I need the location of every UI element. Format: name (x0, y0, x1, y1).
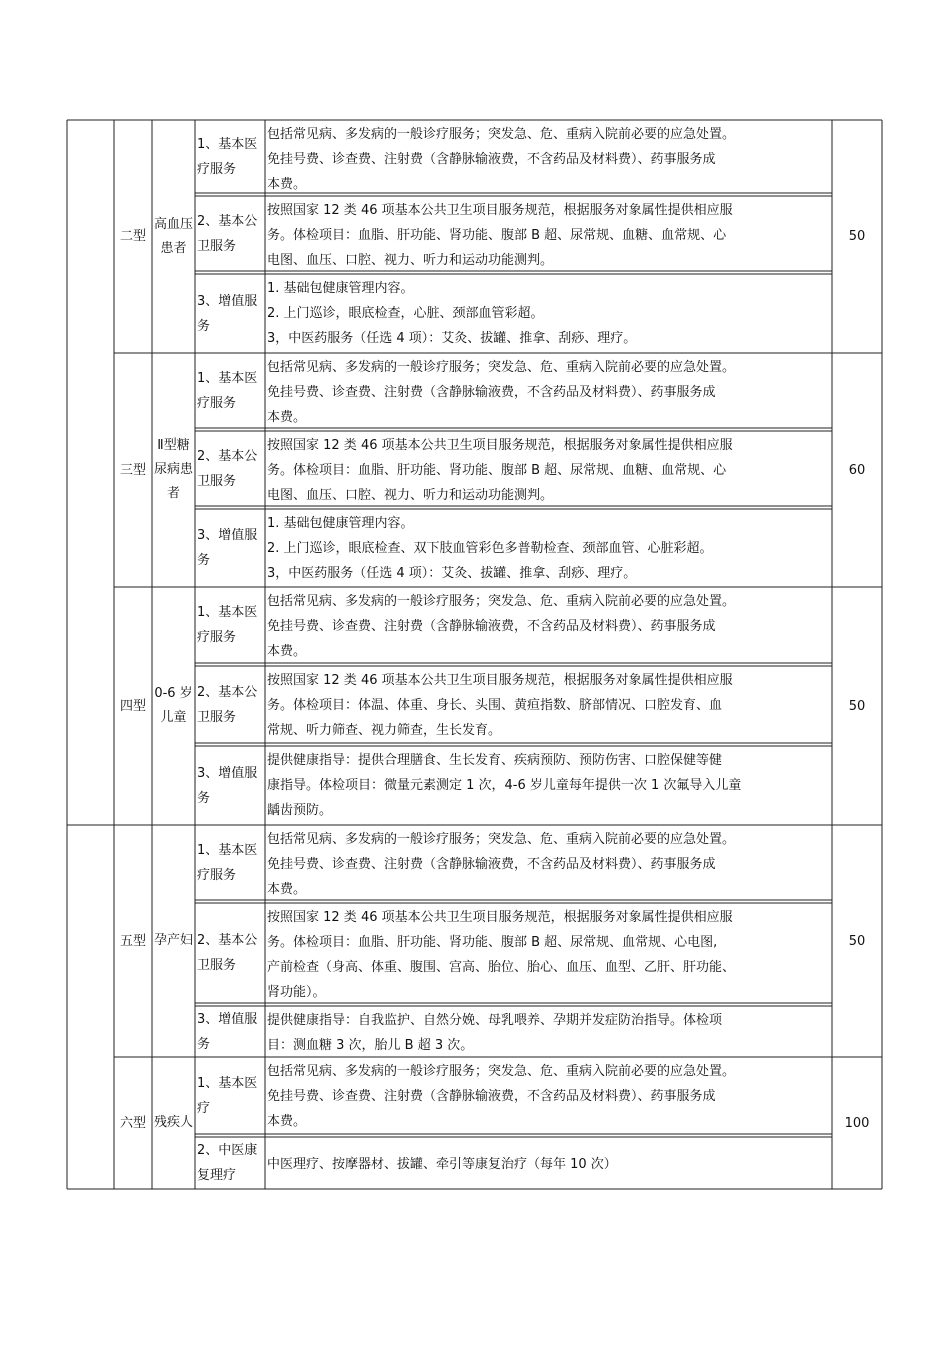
service-name-cell (197, 509, 263, 587)
service-description-line: 按照国家 12 类 46 项基本公共卫生项目服务规范，根据服务对象属性提供相应服 (267, 438, 733, 453)
service-description-cell (267, 355, 830, 428)
service-description-cell (267, 511, 830, 587)
service-description-line: 中医理疗、按摩器材、拔罐、牵引等康复治疗（每年 10 次） (267, 1156, 617, 1172)
service-description-line: 2. 上门巡诊，眼底检查，心脏、颈部血管彩超。 (267, 306, 544, 321)
service-name-cell (197, 353, 263, 428)
package-type: 四型 (119, 698, 146, 714)
service-description-line: 常规、听力筛查、视力筛查，生长发育。 (267, 723, 502, 738)
service-description-line: 免挂号费、诊查费、注射费（含静脉输液费，不含药品及材料费）、药事服务成 (267, 619, 716, 634)
service-name: 2、基本公卫服务 (197, 448, 258, 489)
service-description-line: 1. 基础包健康管理内容。 (267, 281, 414, 296)
service-name: 3、增值服务 (197, 1011, 258, 1052)
service-description-line: 按照国家 12 类 46 项基本公共卫生项目服务规范，根据服务对象属性提供相应服 (267, 910, 733, 925)
service-description-cell (267, 1059, 830, 1134)
service-name: 3、增值服务 (197, 528, 258, 568)
service-description-line: 本费。 (267, 1114, 307, 1129)
package-price: 50 (848, 229, 866, 244)
price-cell (832, 1057, 882, 1189)
service-name: 3、增值服务 (197, 765, 258, 806)
service-description-line: 务。体检项目：体温、体重、身长、头围、黄疸指数、脐部情况、口腔发育、血 (267, 698, 723, 713)
service-description-line: 提供健康指导：自我监护、自然分娩、母乳喂养、孕期并发症防治指导。体检项 (267, 1013, 723, 1028)
package-price: 50 (848, 933, 866, 949)
target-group: 残疾人 (154, 1115, 194, 1130)
service-name-cell (197, 120, 263, 193)
target-group-cell (154, 1057, 193, 1189)
service-description-cell (267, 122, 830, 193)
service-description-line: 包括常见病、多发病的一般诊疗服务；突发急、危、重病入院前必要的应急处置。 (267, 594, 736, 609)
service-name: 1、基本医疗服务 (197, 370, 258, 411)
service-description-line: 按照国家 12 类 46 项基本公共卫生项目服务规范，根据服务对象属性提供相应服 (267, 203, 733, 218)
service-description-line: 提供健康指导：提供合理膳食、生长发育、疾病预防、预防伤害、口腔保健等健 (267, 753, 723, 768)
service-description-line: 1. 基础包健康管理内容。 (267, 516, 414, 531)
service-name: 2、基本公卫服务 (197, 213, 258, 254)
service-description-line: 包括常见病、多发病的一般诊疗服务；突发急、危、重病入院前必要的应急处置。 (267, 832, 736, 847)
service-description-line: 包括常见病、多发病的一般诊疗服务；突发急、危、重病入院前必要的应急处置。 (267, 127, 736, 142)
service-description-cell (267, 748, 830, 825)
service-description-line: 务。体检项目：血脂、肝功能、肾功能、腹部 B 超、尿常规、血糖、血常规、心 (267, 463, 727, 478)
price-cell (832, 587, 882, 825)
service-description-line: 免挂号费、诊查费、注射费（含静脉输液费，不含药品及材料费）、药事服务成 (267, 385, 716, 400)
service-description-line: 包括常见病、多发病的一般诊疗服务；突发急、危、重病入院前必要的应急处置。 (267, 360, 736, 375)
service-description-cell (267, 589, 830, 663)
service-description-line: 包括常见病、多发病的一般诊疗服务；突发急、危、重病入院前必要的应急处置。 (267, 1064, 736, 1079)
service-description-line: 本费。 (267, 644, 307, 659)
service-name-cell (197, 903, 263, 1003)
service-name-cell (197, 431, 263, 506)
service-description-line: 本费。 (267, 410, 307, 425)
package-type-cell (114, 825, 152, 1057)
service-description-cell (267, 827, 830, 900)
service-description-cell (267, 1008, 830, 1057)
service-name-cell (197, 825, 263, 900)
service-description-line: 康指导。体检项目：微量元素测定 1 次，4-6 岁儿童每年提供一次 1 次氟导入儿童 (267, 778, 742, 793)
service-name-cell (197, 1137, 263, 1189)
target-group-cell (154, 353, 193, 587)
package-type-cell (114, 587, 152, 825)
service-description-line: 免挂号费、诊查费、注射费（含静脉输液费，不含药品及材料费）、药事服务成 (267, 857, 716, 872)
service-name: 3、增值服务 (197, 293, 258, 334)
service-description-line: 务。体检项目：血脂、肝功能、肾功能、腹部 B 超、尿常规、血常规、心电图, (267, 935, 718, 950)
service-name-cell (197, 666, 263, 743)
service-description-line: 免挂号费、诊查费、注射费（含静脉输液费，不含药品及材料费）、药事服务成 (267, 152, 716, 167)
service-name-cell (197, 1006, 263, 1057)
package-type: 六型 (119, 1115, 146, 1131)
service-description-cell (267, 1139, 830, 1189)
service-description-line: 电图、血压、口腔、视力、听力和运动功能测判。 (267, 253, 554, 268)
service-description-line: 肾功能）。 (267, 985, 326, 1000)
service-description-line: 本费。 (267, 882, 307, 897)
price-cell (832, 353, 882, 587)
service-name-cell (197, 1057, 263, 1134)
package-price: 50 (848, 698, 866, 714)
service-description-line: 目：测血糖 3 次，胎儿 B 超 3 次。 (267, 1038, 474, 1053)
service-name: 1、基本医疗服务 (197, 136, 258, 177)
target-group: Ⅱ型糖尿病患者 (154, 438, 194, 501)
service-name: 1、基本医疗 (197, 1075, 258, 1116)
service-name-cell (197, 196, 263, 271)
service-description-line: 龋齿预防。 (267, 803, 333, 818)
price-cell (832, 120, 882, 353)
package-type-cell (114, 353, 152, 587)
service-name-cell (197, 746, 263, 825)
package-price: 60 (848, 462, 866, 478)
target-group-cell (154, 120, 193, 353)
target-group-cell (154, 587, 193, 825)
price-cell (832, 825, 882, 1057)
service-description-line: 电图、血压、口腔、视力、听力和运动功能测判。 (267, 488, 554, 503)
service-description-cell (267, 198, 830, 271)
service-name: 2、基本公卫服务 (197, 933, 258, 973)
service-name: 2、中医康复理疗 (197, 1143, 258, 1183)
package-type-cell (114, 1057, 152, 1189)
service-name-cell (197, 274, 263, 353)
package-type: 五型 (119, 933, 146, 949)
service-description-line: 务。体检项目：血脂、肝功能、肾功能、腹部 B 超、尿常规、血糖、血常规、心 (267, 228, 727, 243)
service-name: 2、基本公卫服务 (197, 684, 258, 725)
service-description-cell (267, 905, 830, 1003)
target-group: 孕产妇 (154, 933, 194, 948)
service-description-line: 按照国家 12 类 46 项基本公共卫生项目服务规范，根据服务对象属性提供相应服 (267, 673, 733, 688)
package-type-cell (114, 120, 152, 353)
service-description-line: 免挂号费、诊查费、注射费（含静脉输液费，不含药品及材料费）、药事服务成 (267, 1089, 716, 1104)
service-description-line: 3，中医药服务（任选 4 项）：艾灸、拔罐、推拿、刮痧、理疗。 (267, 566, 637, 581)
service-description-cell (267, 276, 830, 353)
service-name-cell (197, 587, 263, 663)
service-description-line: 本费。 (267, 177, 307, 192)
service-name: 1、基本医疗服务 (197, 605, 258, 645)
target-group: 高血压患者 (154, 216, 194, 256)
service-description-line: 产前检查（身高、体重、腹围、宫高、胎位、胎心、血压、血型、乙肝、肝功能、 (267, 960, 736, 975)
service-description-line: 3，中医药服务（任选 4 项）：艾灸、拔罐、推拿、刮痧、理疗。 (267, 331, 637, 346)
package-price: 100 (844, 1115, 870, 1131)
service-description-cell (267, 668, 830, 743)
service-name: 1、基本医疗服务 (197, 842, 258, 883)
package-type: 二型 (119, 229, 146, 244)
target-group-cell (154, 825, 193, 1057)
service-description-cell (267, 433, 830, 506)
service-description-line: 2. 上门巡诊，眼底检查、双下肢血管彩色多普勒检查、颈部血管、心脏彩超。 (267, 541, 713, 556)
package-type: 三型 (119, 462, 146, 478)
target-group: 0-6 岁儿童 (154, 686, 193, 725)
